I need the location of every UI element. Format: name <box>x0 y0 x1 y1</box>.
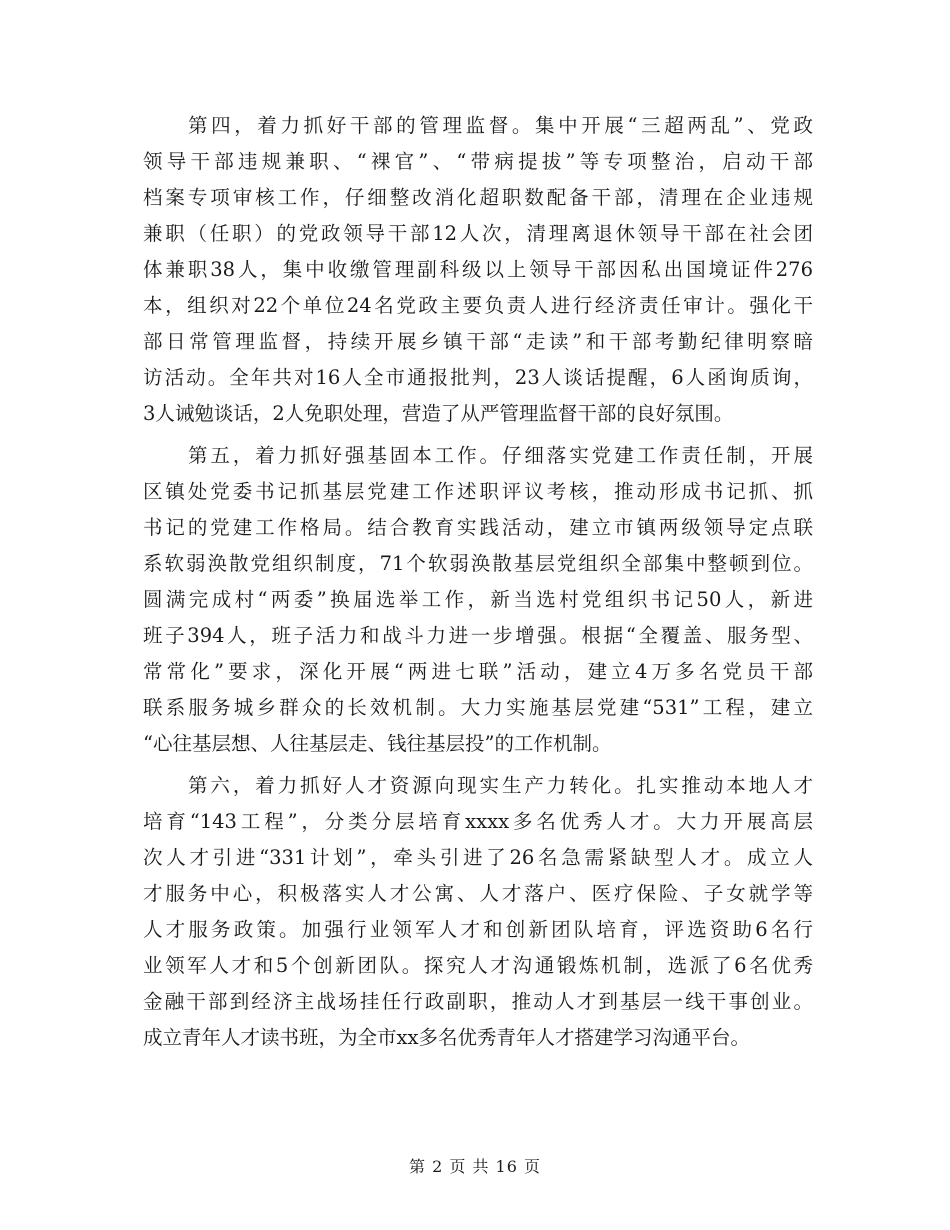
document-body <box>143 108 813 1056</box>
text-line: 业领军人才和5个创新团队。探究人才沟通锻炼机制，选派了6名优秀 <box>143 954 813 977</box>
text-line: 第五，着力抓好强基固本工作。仔细落实党建工作责任制，开展 <box>188 444 813 467</box>
text-line: 3人诫勉谈话，2人免职处理，营造了从严管理监督干部的良好氛围。 <box>143 402 734 425</box>
text-line: 圆满完成村“两委”换届选举工作，新当选村党组织书记50人，新进 <box>143 588 813 611</box>
text-line: 人才服务政策。加强行业领军人才和创新团队培育，评选资助6名行 <box>143 918 813 941</box>
text-line: 本，组织对22个单位24名党政主要负责人进行经济责任审计。强化干 <box>143 294 813 317</box>
text-line: 第六，着力抓好人才资源向现实生产力转化。扎实推动本地人才 <box>188 774 813 797</box>
text-line: 次人才引进“331计划”，牵头引进了26名急需紧缺型人才。成立人 <box>143 846 813 869</box>
text-line: 系软弱涣散党组织制度，71个软弱涣散基层党组织全部集中整顿到位。 <box>143 552 813 575</box>
page-footer: 第 2 页 共 16 页 <box>409 1157 541 1176</box>
text-line: 班子394人，班子活力和战斗力进一步增强。根据“全覆盖、服务型、 <box>143 624 813 647</box>
text-line: 第四，着力抓好干部的管理监督。集中开展“三超两乱”、党政 <box>188 114 813 137</box>
text-line: “心往基层想、人往基层走、钱往基层投”的工作机制。 <box>143 732 612 755</box>
text-line: 区镇处党委书记抓基层党建工作述职评议考核，推动形成书记抓、抓 <box>143 480 813 503</box>
text-line: 体兼职38人，集中收缴管理副科级以上领导干部因私出国境证件276 <box>143 258 813 281</box>
paragraph-4 <box>143 108 813 432</box>
text-line: 部日常管理监督，持续开展乡镇干部“走读”和干部考勤纪律明察暗 <box>143 330 813 353</box>
paragraph-6 <box>143 768 813 1056</box>
text-line: 联系服务城乡群众的长效机制。大力实施基层党建“531”工程，建立 <box>143 696 813 719</box>
text-line: 领导干部违规兼职、“裸官”、“带病提拔”等专项整治，启动干部 <box>143 150 813 173</box>
text-line: 兼职（任职）的党政领导干部12人次，清理离退休领导干部在社会团 <box>143 222 813 245</box>
paragraph-5 <box>143 438 813 762</box>
text-line: 成立青年人才读书班，为全市xx多名优秀青年人才搭建学习沟通平台。 <box>143 1026 750 1049</box>
text-line: 书记的党建工作格局。结合教育实践活动，建立市镇两级领导定点联 <box>143 516 813 539</box>
text-line: 常常化”要求，深化开展“两进七联”活动，建立4万多名党员干部 <box>143 660 813 683</box>
text-line: 金融干部到经济主战场挂任行政副职，推动人才到基层一线干事创业。 <box>143 990 813 1013</box>
text-line: 培育“143工程”，分类分层培育xxxx多名优秀人才。大力开展高层 <box>143 810 813 833</box>
text-line: 访活动。全年共对16人全市通报批判，23人谈话提醒，6人函询质询， <box>143 366 813 389</box>
text-line: 才服务中心，积极落实人才公寓、人才落户、医疗保险、子女就学等 <box>143 882 813 905</box>
text-line: 档案专项审核工作，仔细整改消化超职数配备干部，清理在企业违规 <box>143 186 813 209</box>
